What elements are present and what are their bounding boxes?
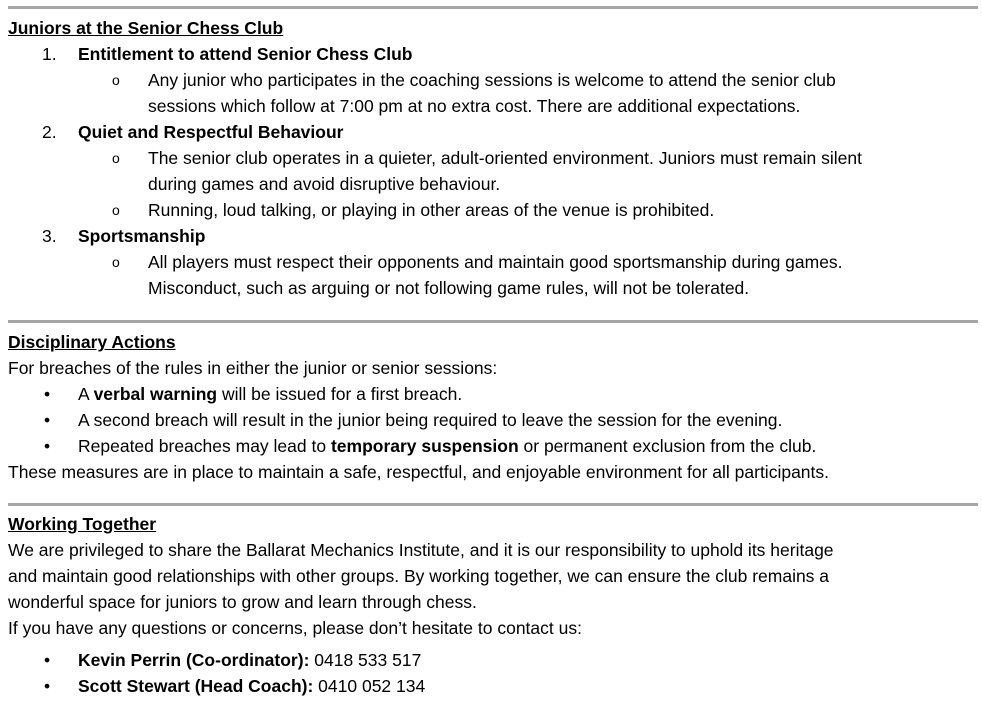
juniors-section bbox=[8, 15, 976, 301]
sub-item bbox=[8, 67, 976, 119]
bullet-icon: • bbox=[44, 436, 51, 456]
item-number: 3. bbox=[42, 226, 57, 246]
circle-bullet-icon: o bbox=[112, 72, 120, 88]
section-divider bbox=[8, 503, 978, 506]
numbered-item-3 bbox=[8, 223, 976, 249]
juniors-heading: Juniors at the Senior Chess Club bbox=[8, 18, 284, 38]
bullet-text: Repeated breaches may lead to bbox=[78, 436, 331, 456]
contact-phone: 0410 052 134 bbox=[313, 676, 426, 696]
working-section bbox=[8, 511, 976, 699]
disciplinary-intro: For breaches of the rules in either the junior or senior sessions: bbox=[8, 358, 498, 378]
circle-bullet-icon: o bbox=[112, 150, 120, 166]
sub-item-line: sessions which follow at 7:00 pm at no extra cost. There are additional expectations. bbox=[148, 96, 801, 116]
bullet-emphasis: verbal warning bbox=[93, 384, 218, 404]
contact-name: Kevin Perrin (Co-ordinator): bbox=[78, 650, 310, 670]
questions-line: If you have any questions or concerns, please don’t hesitate to contact us: bbox=[8, 618, 582, 638]
sub-item-line: Any junior who participates in the coaching sessions is welcome to attend the senior club bbox=[148, 70, 836, 90]
item-title: Sportsmanship bbox=[78, 226, 206, 246]
paragraph-line: wonderful space for juniors to grow and learn through chess. bbox=[8, 592, 477, 612]
item-title: Entitlement to attend Senior Chess Club bbox=[78, 44, 413, 64]
list-item bbox=[8, 407, 976, 433]
circle-bullet-icon: o bbox=[112, 202, 120, 218]
item-number: 2. bbox=[42, 122, 57, 142]
numbered-item-1 bbox=[8, 41, 976, 67]
bullet-emphasis: temporary suspension bbox=[330, 436, 519, 456]
sub-item-line: All players must respect their opponents and maintain good sportsmanship during games. bbox=[148, 252, 843, 272]
contact-item bbox=[8, 647, 976, 673]
section-divider bbox=[8, 6, 978, 9]
sub-item-line: Misconduct, such as arguing or not following game rules, will not be tolerated. bbox=[148, 278, 750, 298]
sub-item bbox=[8, 197, 976, 223]
bullet-icon: • bbox=[44, 650, 51, 670]
list-item bbox=[8, 433, 976, 459]
sub-item-line: Running, loud talking, or playing in other areas of the venue is prohibited. bbox=[148, 200, 715, 220]
contact-name: Scott Stewart (Head Coach): bbox=[78, 676, 314, 696]
bullet-icon: • bbox=[44, 410, 51, 430]
bullet-text: or permanent exclusion from the club. bbox=[518, 436, 817, 456]
list-item bbox=[8, 381, 976, 407]
paragraph-line: We are privileged to share the Ballarat Mechanics Institute, and it is our responsibility to uphold its heritage bbox=[8, 540, 834, 560]
numbered-item-2 bbox=[8, 119, 976, 145]
sub-item-line: The senior club operates in a quieter, adult-oriented environment. Juniors must remain silent bbox=[148, 148, 862, 168]
contact-phone: 0418 533 517 bbox=[309, 650, 422, 670]
sub-item bbox=[8, 249, 976, 301]
section-divider bbox=[8, 320, 978, 323]
item-number: 1. bbox=[42, 44, 57, 64]
bullet-icon: • bbox=[44, 384, 51, 404]
disciplinary-heading: Disciplinary Actions bbox=[8, 332, 176, 352]
sub-item-line: during games and avoid disruptive behaviour. bbox=[148, 174, 501, 194]
bullet-icon: • bbox=[44, 676, 51, 696]
bullet-text: A second breach will result in the junior being required to leave the session for the evening. bbox=[78, 410, 783, 430]
disciplinary-closing: These measures are in place to maintain a safe, respectful, and enjoyable environment for all participants. bbox=[8, 462, 830, 482]
paragraph-line: and maintain good relationships with other groups. By working together, we can ensure the club remains a bbox=[8, 566, 830, 586]
bullet-text: A bbox=[78, 384, 94, 404]
bullet-text: will be issued for a first breach. bbox=[217, 384, 463, 404]
circle-bullet-icon: o bbox=[112, 254, 120, 270]
working-heading: Working Together bbox=[8, 514, 157, 534]
contact-item bbox=[8, 673, 976, 699]
sub-item bbox=[8, 145, 976, 197]
item-title: Quiet and Respectful Behaviour bbox=[78, 122, 344, 142]
disciplinary-section bbox=[8, 329, 976, 485]
